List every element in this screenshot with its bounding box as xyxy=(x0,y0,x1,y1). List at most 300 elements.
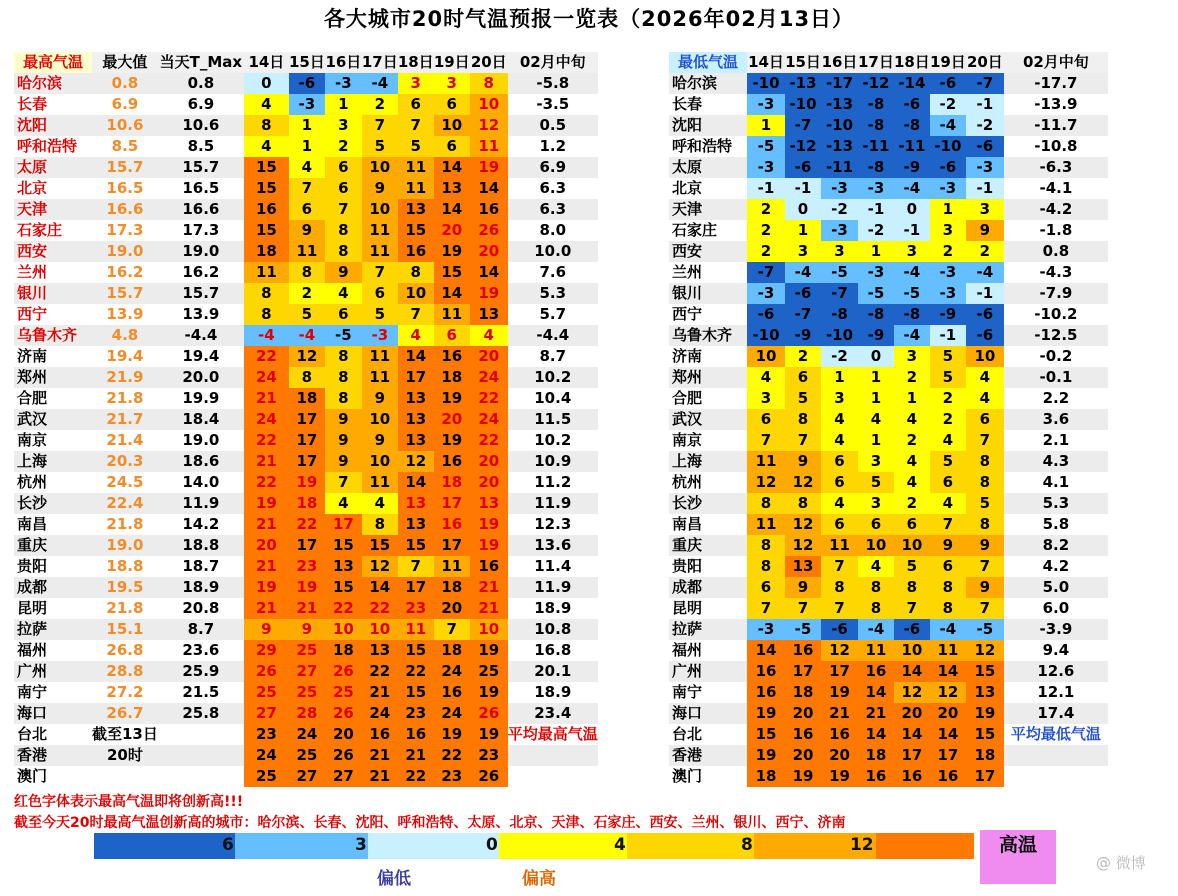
forecast-cell: 21 xyxy=(858,703,894,724)
forecast-cell: -4 xyxy=(894,262,930,283)
city-name: 合肥 xyxy=(14,388,92,409)
city-name: 南京 xyxy=(14,430,92,451)
forecast-cell: 9 xyxy=(785,451,821,472)
forecast-cell: 6 xyxy=(434,136,470,157)
table-row xyxy=(14,73,598,94)
record-max-value: 19.0 xyxy=(92,241,158,262)
table-row xyxy=(14,94,598,115)
forecast-cell: 3 xyxy=(894,346,930,367)
today-tmax-value: 18.6 xyxy=(158,451,244,472)
mid-feb-average: 10.8 xyxy=(508,619,598,640)
forecast-cell: 11 xyxy=(398,157,434,178)
mid-feb-average: -17.7 xyxy=(1004,73,1108,94)
forecast-cell: 2 xyxy=(362,94,398,115)
forecast-cell: 21 xyxy=(398,745,434,766)
forecast-cell: 4 xyxy=(858,409,894,430)
forecast-cell: -2 xyxy=(821,346,858,367)
mid-feb-average: 9.4 xyxy=(1004,640,1108,661)
forecast-cell: 11 xyxy=(362,241,398,262)
forecast-cell: 6 xyxy=(858,514,894,535)
forecast-cell: 20 xyxy=(930,703,966,724)
forecast-cell: 13 xyxy=(470,304,508,325)
forecast-cell: 5 xyxy=(930,346,966,367)
forecast-cell: 7 xyxy=(966,598,1004,619)
table-row xyxy=(669,766,1108,787)
forecast-cell: 19 xyxy=(289,472,325,493)
record-max-value: 6.9 xyxy=(92,94,158,115)
forecast-cell: 21 xyxy=(289,598,325,619)
forecast-cell: 11 xyxy=(244,262,289,283)
table-row xyxy=(669,115,1108,136)
forecast-cell: 4 xyxy=(398,325,434,346)
forecast-cell: -6 xyxy=(821,619,858,640)
today-tmax-value: 20.8 xyxy=(158,598,244,619)
forecast-cell: 25 xyxy=(325,682,362,703)
table-row xyxy=(669,388,1108,409)
mid-feb-average: 5.3 xyxy=(1004,493,1108,514)
forecast-cell: -7 xyxy=(821,283,858,304)
mid-feb-average: 13.6 xyxy=(508,535,598,556)
table-row xyxy=(669,94,1108,115)
mid-feb-average: 11.9 xyxy=(508,493,598,514)
forecast-cell: 8 xyxy=(858,577,894,598)
forecast-cell: 22 xyxy=(244,346,289,367)
city-name: 福州 xyxy=(669,640,747,661)
mid-feb-average: 6.3 xyxy=(508,199,598,220)
column-header: 20日 xyxy=(966,53,1003,71)
forecast-cell: 11 xyxy=(362,220,398,241)
forecast-cell: 6 xyxy=(821,514,858,535)
table-row xyxy=(669,745,1108,766)
column-header: 02月中旬 xyxy=(1004,52,1108,73)
mid-feb-average: 4.3 xyxy=(1004,451,1108,472)
forecast-cell: 4 xyxy=(894,451,930,472)
forecast-cell: 16 xyxy=(398,241,434,262)
forecast-cell: 19 xyxy=(747,703,785,724)
forecast-cell: 19 xyxy=(470,535,508,556)
forecast-cell: 8 xyxy=(858,598,894,619)
forecast-cell: 8 xyxy=(325,220,362,241)
forecast-cell: 8 xyxy=(244,115,289,136)
forecast-cell: 1 xyxy=(858,430,894,451)
legend-tick: 4 xyxy=(613,835,626,855)
forecast-cell: -8 xyxy=(894,304,930,325)
forecast-cell: 3 xyxy=(325,115,362,136)
forecast-cell: 16 xyxy=(398,724,434,745)
forecast-cell: 12 xyxy=(785,514,821,535)
forecast-cell: 7 xyxy=(434,619,470,640)
record-max-value: 4.8 xyxy=(92,325,158,346)
mid-feb-average: 6.3 xyxy=(508,178,598,199)
table-row xyxy=(14,451,598,472)
forecast-cell: 8 xyxy=(747,556,785,577)
forecast-cell: 24 xyxy=(289,724,325,745)
city-name: 拉萨 xyxy=(669,619,747,640)
forecast-cell: 10 xyxy=(470,619,508,640)
table-row xyxy=(14,199,598,220)
forecast-cell: 28 xyxy=(289,703,325,724)
forecast-cell: -2 xyxy=(858,220,894,241)
forecast-cell: -4 xyxy=(244,325,289,346)
forecast-cell: 16 xyxy=(470,199,508,220)
forecast-cell: -6 xyxy=(966,136,1004,157)
forecast-cell: 17 xyxy=(966,766,1004,787)
forecast-cell: 4 xyxy=(362,493,398,514)
forecast-cell: -5 xyxy=(966,619,1004,640)
forecast-cell: 5 xyxy=(785,388,821,409)
today-tmax-value: 19.0 xyxy=(158,430,244,451)
forecast-cell: 8 xyxy=(747,493,785,514)
mid-feb-average: 12.1 xyxy=(1004,682,1108,703)
forecast-cell: 17 xyxy=(325,514,362,535)
forecast-cell: 13 xyxy=(434,178,470,199)
forecast-cell: 5 xyxy=(362,304,398,325)
forecast-cell: 13 xyxy=(966,682,1004,703)
forecast-cell: 26 xyxy=(325,745,362,766)
forecast-cell: 17 xyxy=(289,409,325,430)
today-tmax-value: 25.8 xyxy=(158,703,244,724)
forecast-cell: 21 xyxy=(362,766,398,787)
forecast-cell: 2 xyxy=(325,136,362,157)
record-max-value: 19.5 xyxy=(92,577,158,598)
forecast-cell: 17 xyxy=(894,745,930,766)
mid-feb-average: 23.4 xyxy=(508,703,598,724)
forecast-cell: 24 xyxy=(244,745,289,766)
forecast-cell: 7 xyxy=(325,199,362,220)
mid-feb-average: 17.4 xyxy=(1004,703,1108,724)
forecast-cell: 3 xyxy=(821,388,858,409)
forecast-cell: 19 xyxy=(470,514,508,535)
forecast-cell: 14 xyxy=(434,199,470,220)
mid-feb-average xyxy=(1004,766,1108,787)
forecast-cell: 16 xyxy=(894,766,930,787)
forecast-cell: 6 xyxy=(434,325,470,346)
table-row xyxy=(14,745,598,766)
forecast-cell: -2 xyxy=(966,115,1004,136)
forecast-cell: 4 xyxy=(966,388,1004,409)
forecast-cell: 4 xyxy=(894,409,930,430)
forecast-cell: 19 xyxy=(747,745,785,766)
forecast-cell: -5 xyxy=(785,619,821,640)
today-tmax-value: 19.9 xyxy=(158,388,244,409)
today-tmax-value: 18.9 xyxy=(158,577,244,598)
city-name: 乌鲁木齐 xyxy=(669,325,747,346)
forecast-cell: 11 xyxy=(747,514,785,535)
record-max-value: 21.4 xyxy=(92,430,158,451)
forecast-cell: 5 xyxy=(930,451,966,472)
record-max-value: 8.5 xyxy=(92,136,158,157)
forecast-cell: 9 xyxy=(966,220,1004,241)
table-row xyxy=(14,430,598,451)
forecast-cell: 11 xyxy=(362,367,398,388)
forecast-cell: 2 xyxy=(930,241,966,262)
forecast-cell: 17 xyxy=(821,661,858,682)
forecast-cell: 4 xyxy=(747,367,785,388)
mid-feb-average: -4.4 xyxy=(508,325,598,346)
legend-swatch-dark-orange xyxy=(876,833,974,859)
city-name: 武汉 xyxy=(669,409,747,430)
table-row xyxy=(669,178,1108,199)
city-name: 澳门 xyxy=(669,766,747,787)
forecast-cell: 9 xyxy=(325,262,362,283)
forecast-cell: 2 xyxy=(289,283,325,304)
table-row xyxy=(14,598,598,619)
forecast-cell: 0 xyxy=(894,199,930,220)
avg-min-label: 平均最低气温 xyxy=(1004,724,1108,745)
forecast-cell: 3 xyxy=(858,493,894,514)
city-name: 昆明 xyxy=(14,598,92,619)
forecast-cell: 9 xyxy=(362,178,398,199)
forecast-cell: 17 xyxy=(398,577,434,598)
forecast-cell: 26 xyxy=(470,766,508,787)
forecast-cell: 12 xyxy=(398,451,434,472)
table-row xyxy=(669,304,1108,325)
legend-swatch-pale-blue xyxy=(368,833,499,859)
forecast-cell: -6 xyxy=(966,304,1004,325)
mid-feb-average: -7.9 xyxy=(1004,283,1108,304)
forecast-cell: 8 xyxy=(894,577,930,598)
forecast-cell: 4 xyxy=(325,493,362,514)
forecast-cell: 12 xyxy=(930,682,966,703)
legend-high-label: 偏高 xyxy=(522,869,556,889)
forecast-cell: -4 xyxy=(289,325,325,346)
forecast-cell: 3 xyxy=(434,73,470,94)
mid-feb-average: 18.9 xyxy=(508,682,598,703)
forecast-cell: 16 xyxy=(821,724,858,745)
forecast-cell: 3 xyxy=(785,241,821,262)
table-row xyxy=(669,598,1108,619)
column-header: 19日 xyxy=(929,53,966,71)
forecast-cell: 11 xyxy=(434,304,470,325)
forecast-cell: 1 xyxy=(785,220,821,241)
mid-feb-average: 8.0 xyxy=(508,220,598,241)
city-name: 银川 xyxy=(14,283,92,304)
forecast-cell: 7 xyxy=(785,430,821,451)
forecast-cell: 22 xyxy=(434,745,470,766)
legend-tick: 6 xyxy=(221,835,234,855)
forecast-cell: 20 xyxy=(325,724,362,745)
forecast-cell: 18 xyxy=(858,745,894,766)
forecast-cell: 25 xyxy=(289,640,325,661)
column-header: 20日 xyxy=(470,53,507,71)
column-header: 14日 xyxy=(748,53,784,71)
forecast-cell: 19 xyxy=(244,493,289,514)
forecast-cell: -8 xyxy=(894,115,930,136)
forecast-cell: -1 xyxy=(747,178,785,199)
forecast-cell: 2 xyxy=(894,493,930,514)
forecast-cell: 7 xyxy=(362,115,398,136)
legend-low-label: 偏低 xyxy=(377,869,411,889)
legend-tick: 0 xyxy=(485,835,498,855)
forecast-cell: 7 xyxy=(821,598,858,619)
mid-feb-average: 18.9 xyxy=(508,598,598,619)
forecast-cell: 3 xyxy=(894,241,930,262)
forecast-cell: 8 xyxy=(966,451,1004,472)
forecast-cell: 15 xyxy=(398,640,434,661)
column-header: 17日 xyxy=(858,53,894,71)
today-tmax-value xyxy=(158,745,244,766)
city-name: 南宁 xyxy=(14,682,92,703)
forecast-cell: 22 xyxy=(398,766,434,787)
city-name: 海口 xyxy=(669,703,747,724)
today-tmax-value: 18.8 xyxy=(158,535,244,556)
today-tmax-value: 18.7 xyxy=(158,556,244,577)
forecast-cell: -8 xyxy=(858,94,894,115)
table-row xyxy=(669,577,1108,598)
forecast-cell: 8 xyxy=(325,388,362,409)
mid-feb-average: 2.1 xyxy=(1004,430,1108,451)
city-name: 香港 xyxy=(669,745,747,766)
forecast-cell: 16 xyxy=(244,199,289,220)
record-max-value: 21.9 xyxy=(92,367,158,388)
table-row xyxy=(14,325,598,346)
forecast-cell: 6 xyxy=(930,472,966,493)
mid-feb-average: 20.1 xyxy=(508,661,598,682)
forecast-cell: 25 xyxy=(244,766,289,787)
city-name: 哈尔滨 xyxy=(669,73,747,94)
forecast-cell: 17 xyxy=(289,451,325,472)
table-row xyxy=(669,73,1108,94)
forecast-cell: -8 xyxy=(858,157,894,178)
forecast-cell: 20 xyxy=(470,346,508,367)
forecast-cell: 2 xyxy=(930,388,966,409)
forecast-cell: 4 xyxy=(966,367,1004,388)
forecast-cell: 7 xyxy=(747,430,785,451)
mid-feb-average: 5.3 xyxy=(508,283,598,304)
forecast-cell: 14 xyxy=(930,661,966,682)
forecast-cell: 21 xyxy=(470,598,508,619)
forecast-cell: 10 xyxy=(434,115,470,136)
mid-feb-average: 16.8 xyxy=(508,640,598,661)
forecast-cell: 6 xyxy=(434,94,470,115)
mid-feb-average: 6.9 xyxy=(508,157,598,178)
record-max-value: 20.3 xyxy=(92,451,158,472)
city-name: 济南 xyxy=(14,346,92,367)
forecast-cell: 20 xyxy=(821,745,858,766)
forecast-cell: 8 xyxy=(785,409,821,430)
forecast-cell: -13 xyxy=(821,136,858,157)
mid-feb-average: -10.2 xyxy=(1004,304,1108,325)
city-name: 西安 xyxy=(14,241,92,262)
forecast-cell: 4 xyxy=(930,493,966,514)
mid-feb-average: -3.9 xyxy=(1004,619,1108,640)
record-max-value: 16.5 xyxy=(92,178,158,199)
record-max-value: 21.7 xyxy=(92,409,158,430)
forecast-cell: -11 xyxy=(858,136,894,157)
forecast-cell: 3 xyxy=(858,451,894,472)
forecast-cell: 4 xyxy=(470,325,508,346)
forecast-cell: 8 xyxy=(325,367,362,388)
mid-feb-average: -13.9 xyxy=(1004,94,1108,115)
forecast-cell: 16 xyxy=(434,451,470,472)
city-name: 广州 xyxy=(14,661,92,682)
record-max-value: 21.8 xyxy=(92,514,158,535)
record-max-value: 18.8 xyxy=(92,556,158,577)
table-row xyxy=(669,199,1108,220)
column-header: 15日 xyxy=(785,53,821,71)
city-name: 天津 xyxy=(669,199,747,220)
record-max-value: 26.8 xyxy=(92,640,158,661)
mid-feb-average: 3.6 xyxy=(1004,409,1108,430)
today-tmax-value: 25.9 xyxy=(158,661,244,682)
forecast-cell: 20 xyxy=(434,220,470,241)
forecast-cell: 27 xyxy=(244,703,289,724)
city-name: 西宁 xyxy=(14,304,92,325)
forecast-cell: 9 xyxy=(325,451,362,472)
forecast-cell: -1 xyxy=(858,199,894,220)
forecast-cell: 4 xyxy=(289,157,325,178)
column-header: 16日 xyxy=(821,53,858,71)
table-row xyxy=(14,766,598,787)
forecast-cell: 15 xyxy=(966,724,1004,745)
forecast-cell: -1 xyxy=(930,325,966,346)
forecast-cell: -12 xyxy=(858,73,894,94)
forecast-cell: 6 xyxy=(747,577,785,598)
table-row xyxy=(669,514,1108,535)
column-header: 14日 xyxy=(244,52,289,73)
table-row xyxy=(14,724,598,745)
forecast-cell: 24 xyxy=(244,367,289,388)
forecast-cell: -4 xyxy=(858,619,894,640)
record-max-value: 28.8 xyxy=(92,661,158,682)
city-name: 兰州 xyxy=(14,262,92,283)
table-row xyxy=(14,241,598,262)
city-name: 长春 xyxy=(669,94,747,115)
forecast-cell: -10 xyxy=(747,325,785,346)
column-header: 最高气温 xyxy=(14,52,92,73)
forecast-cell: 22 xyxy=(362,598,398,619)
table-row xyxy=(669,493,1108,514)
city-name: 哈尔滨 xyxy=(14,73,92,94)
today-tmax-value: 13.9 xyxy=(158,304,244,325)
forecast-cell: 14 xyxy=(894,724,930,745)
today-tmax-value: 8.7 xyxy=(158,619,244,640)
table-row xyxy=(14,703,598,724)
mid-feb-average: 7.6 xyxy=(508,262,598,283)
record-max-value: 27.2 xyxy=(92,682,158,703)
city-name: 广州 xyxy=(669,661,747,682)
today-tmax-value: 19.0 xyxy=(158,241,244,262)
forecast-cell: -6 xyxy=(966,325,1004,346)
forecast-cell: -6 xyxy=(785,157,821,178)
forecast-cell: 23 xyxy=(398,598,434,619)
record-max-value: 17.3 xyxy=(92,220,158,241)
forecast-cell: 10 xyxy=(966,346,1004,367)
page-title: 各大城市20时气温预报一览表（2026年02月13日） xyxy=(323,7,855,31)
mid-feb-average: 5.0 xyxy=(1004,577,1108,598)
forecast-cell: 23 xyxy=(398,703,434,724)
column-header: 18日 xyxy=(397,53,434,71)
city-name: 石家庄 xyxy=(669,220,747,241)
table-row xyxy=(14,157,598,178)
mid-feb-average: -1.8 xyxy=(1004,220,1108,241)
forecast-cell: 13 xyxy=(398,493,434,514)
forecast-cell: -7 xyxy=(747,262,785,283)
forecast-cell: 14 xyxy=(362,577,398,598)
forecast-cell: -4 xyxy=(930,115,966,136)
forecast-cell: 8 xyxy=(325,241,362,262)
forecast-cell: 15 xyxy=(244,220,289,241)
record-max-value: 10.6 xyxy=(92,115,158,136)
forecast-cell: 13 xyxy=(470,493,508,514)
record-max-value: 13.9 xyxy=(92,304,158,325)
forecast-cell: 17 xyxy=(930,745,966,766)
forecast-cell: 25 xyxy=(289,745,325,766)
forecast-cell: 21 xyxy=(244,598,289,619)
forecast-cell: 0 xyxy=(244,73,289,94)
city-name: 沈阳 xyxy=(669,115,747,136)
forecast-cell: 10 xyxy=(362,409,398,430)
